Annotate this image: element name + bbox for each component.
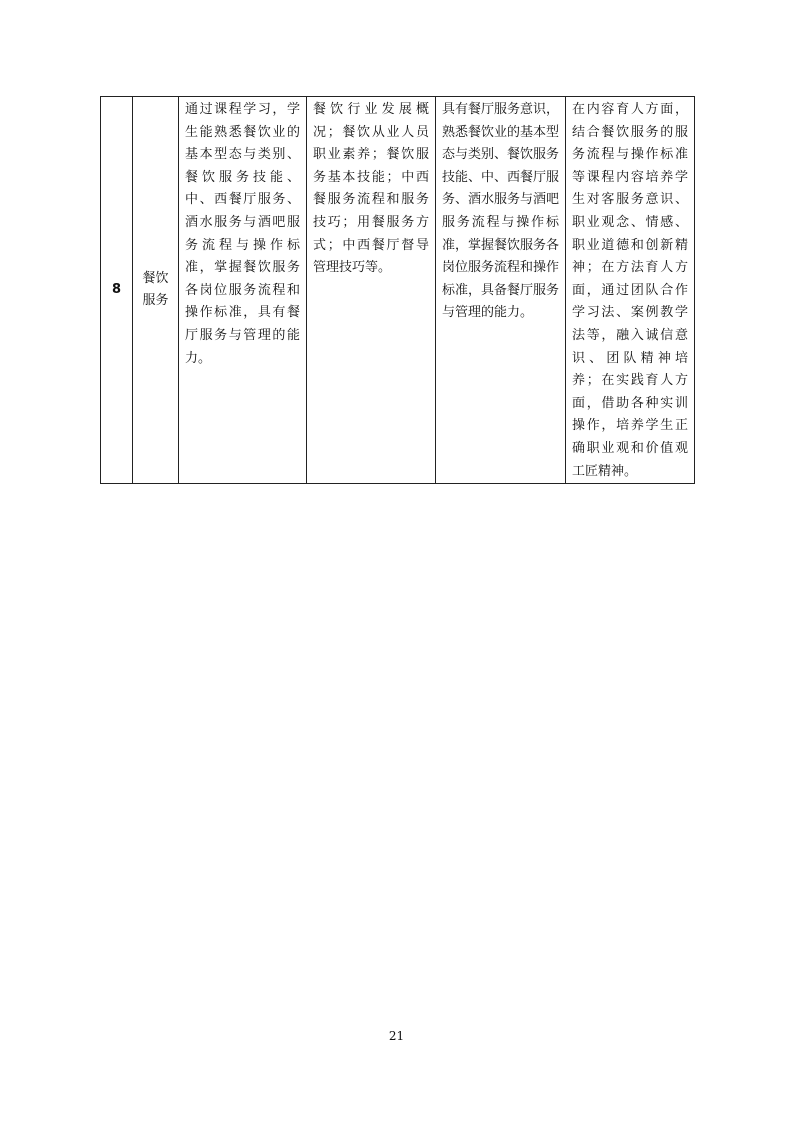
course-table (100, 96, 695, 484)
content-text: 餐饮行业发展概况；餐饮从业人员职业素养；餐饮服务基本技能；中西餐服务流程和服务技巧；用餐服务方式；中西餐厅督导管理技巧等。 (313, 102, 429, 276)
row-index (101, 97, 133, 484)
requirements-text: 具有餐厅服务意识，熟悉餐饮业的基本型态与类别、餐饮服务技能、中、西餐厅服务、酒水服务与酒吧服务流程与操作标准，掌握餐饮服务各岗位服务流程和操作标准，具备餐厅服务与管理的能力。 (442, 102, 560, 321)
content-cell (307, 97, 436, 484)
row-index-text: 8 (111, 281, 122, 297)
course-name-cell (133, 97, 179, 484)
requirements-cell (436, 97, 566, 484)
page-number: 21 (388, 1029, 405, 1043)
objectives-text: 通过课程学习，学生能熟悉餐饮业的基本型态与类别、餐饮服务技能、中、西餐厅服务、酒水服务与酒吧服务流程与操作标准，掌握餐饮服务各岗位服务流程和操作标准，具有餐厅服务与管理的能力。 (185, 102, 300, 366)
table-row (101, 97, 695, 484)
ideological-cell (566, 97, 695, 484)
course-name-text: 餐饮服务 (142, 271, 169, 309)
objectives-cell (179, 97, 307, 484)
ideological-text: 在内容育人方面，结合餐饮服务的服务流程与操作标准等课程内容培养学生对客服务意识、职业观念、情感、职业道德和创新精神；在方法育人方面，通过团队合作学习法、案例教学法等，融入诚信意识、团队精神培养；在实践育人方面，借助各种实训操作，培养学生正确职业观和价值观工匠精神。 (572, 102, 688, 479)
